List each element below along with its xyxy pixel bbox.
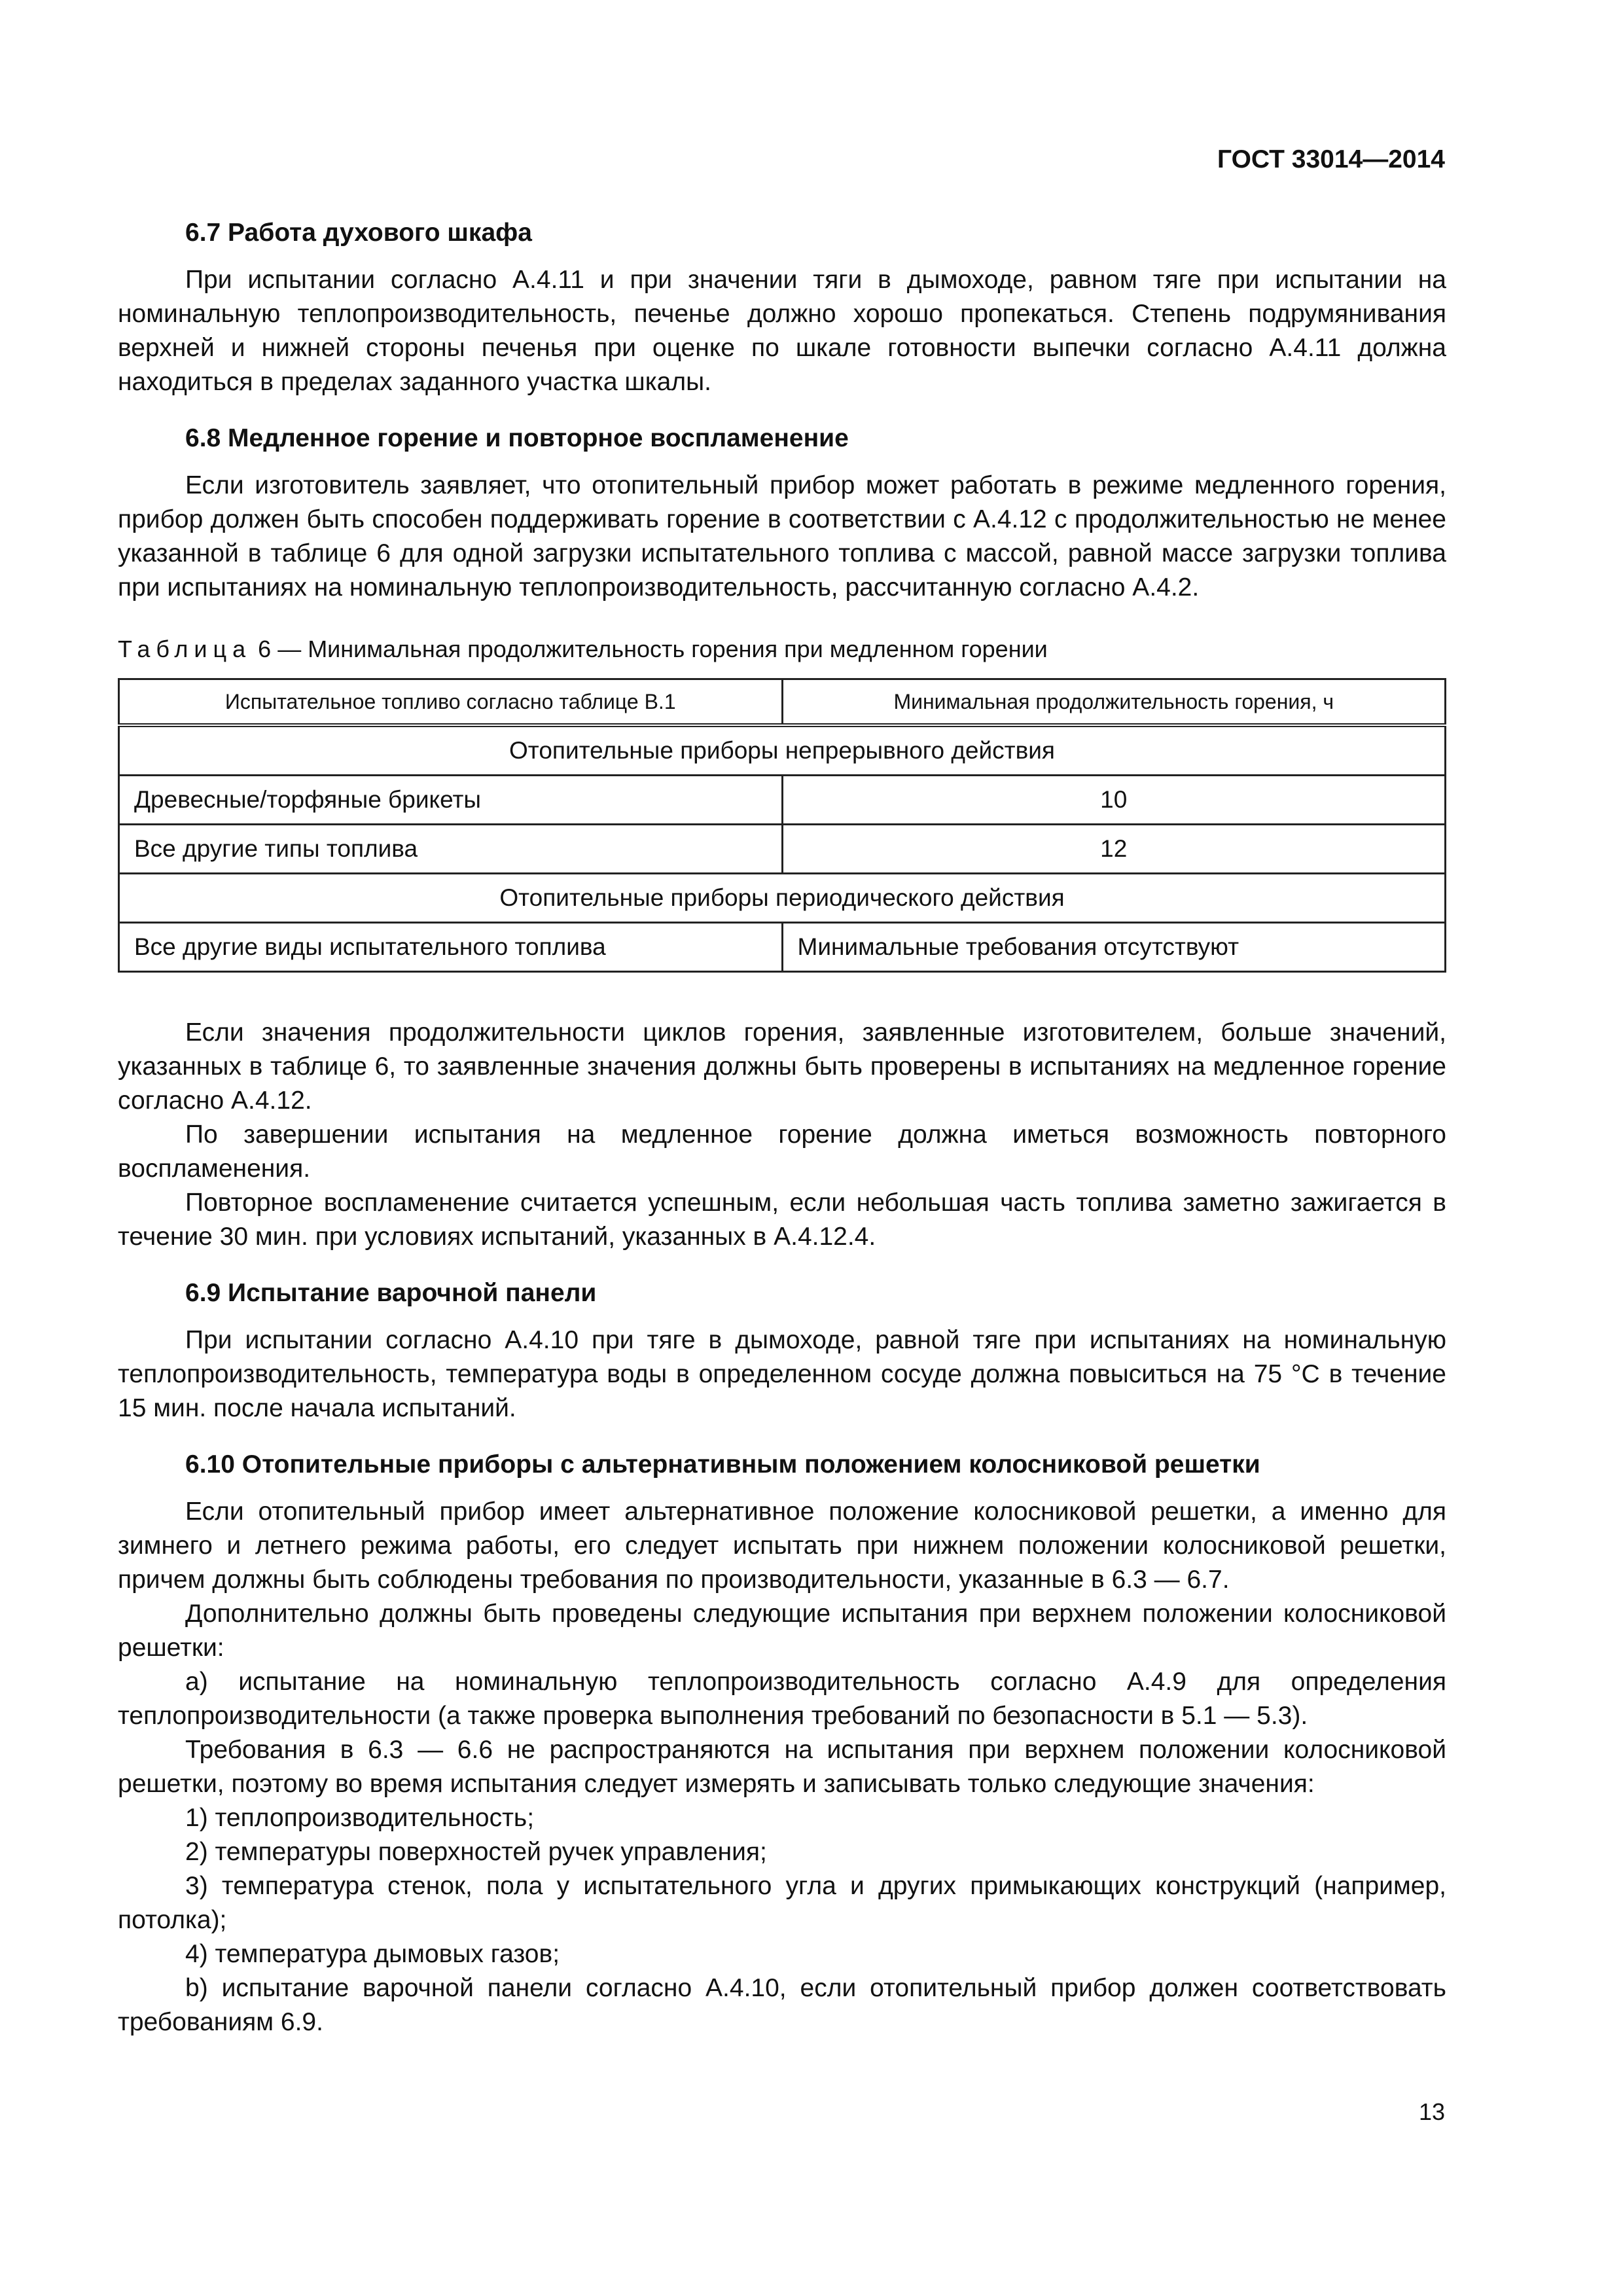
row-fuel-cell: Все другие виды испытательного топлива [119, 923, 783, 972]
row-fuel-cell: Все другие типы топлива [119, 825, 783, 874]
column-header-fuel: Испытательное топливо согласно таблице В.1 [119, 679, 783, 726]
section-6-9-title: 6.9 Испытание варочной панели [185, 1279, 597, 1307]
section-6-9-paragraph: При испытании согласно А.4.10 при тяге в дымоходе, равной тяге при испытаниях на номинальную теплопроизводительность, температура воды в определенном сосуде должна повыситься на 75 °С в течение 15 мин. после начала испытаний. [118, 1326, 1446, 1422]
section-6-8-paragraph-4: Повторное воспламенение считается успешным, если небольшая часть топлива заметно зажигается в течение 30 мин. при условиях испытаний, указанных в А.4.12.4. [118, 1189, 1446, 1251]
column-header-duration: Минимальная продолжительность горения, ч [782, 679, 1446, 726]
section-6-10-paragraph-3: Требования в 6.3 — 6.6 не распространяются на испытания при верхнем положении колосниковой решетки, поэтому во время испытания следует измерять и записывать только следующие значения: [118, 1736, 1446, 1798]
table-6 [118, 678, 1446, 973]
list-item-2: 2) температуры поверхностей ручек управления; [185, 1838, 767, 1866]
section-6-10-paragraph-1: Если отопительный прибор имеет альтернативное положение колосниковой решетки, а именно для зимнего и летнего режима работы, его следует испытать при нижнем положении колосниковой решетки, причем должны быть соблюдены требования по производительности, указанные в 6.3 — 6.7. [118, 1498, 1446, 1594]
list-item-4: 4) температура дымовых газов; [185, 1940, 560, 1968]
table-row [119, 825, 1446, 874]
table-6-caption-text: 6 — Минимальная продолжительность горения при медленном горении [258, 636, 1048, 662]
section-6-8-title: 6.8 Медленное горение и повторное воспламенение [185, 424, 849, 452]
section-6-10-paragraph-2: Дополнительно должны быть проведены следующие испытания при верхнем положении колосниковой решетки: [118, 1600, 1446, 1662]
table-6-caption [118, 632, 1446, 666]
table-group-row [119, 725, 1446, 776]
section-6-8-paragraph-1: Если изготовитель заявляет, что отопительный прибор может работать в режиме медленного горения, прибор должен быть способен поддерживать горение в соответствии с А.4.12 с продолжительностью не менее указанной в таблице 6 для одной загрузки испытательного топлива с массой, равной массе загрузки топлива при испытаниях на номинальную теплопроизводительность, рассчитанную согласно А.4.2. [118, 471, 1446, 601]
list-item-b: b) испытание варочной панели согласно А.4.10, если отопительный прибор должен соответствовать требованиям 6.9. [118, 1974, 1446, 2036]
list-item-a: а) испытание на номинальную теплопроизводительность согласно А.4.9 для определения теплопроизводительности (а также проверка выполнения требований по безопасности в 5.1 — 5.3). [118, 1668, 1446, 1730]
group-periodic: Отопительные приборы периодического действия [119, 874, 1446, 923]
row-duration-cell: Минимальные требования отсутствуют [782, 923, 1446, 972]
table-header-row [119, 679, 1446, 726]
list-item-1: 1) теплопроизводительность; [185, 1804, 535, 1832]
table-6-caption-label: Таблица [118, 636, 252, 662]
group-continuous: Отопительные приборы непрерывного действия [119, 725, 1446, 776]
section-6-7-title: 6.7 Работа духового шкафа [185, 219, 532, 247]
row-fuel-cell: Древесные/торфяные брикеты [119, 776, 783, 825]
standard-code: ГОСТ 33014—2014 [1217, 145, 1445, 173]
row-duration-cell: 10 [782, 776, 1446, 825]
table-row [119, 776, 1446, 825]
table-group-row [119, 874, 1446, 923]
section-6-7-paragraph: При испытании согласно А.4.11 и при значении тяги в дымоходе, равном тяге при испытании на номинальную теплопроизводительность, печенье должно хорошо пропекаться. Степень подрумянивания верхней и нижней стороны печенья при оценке по шкале готовности выпечки согласно А.4.11 должна находиться в пределах заданного участка шкалы. [118, 266, 1446, 396]
section-6-10-title: 6.10 Отопительные приборы с альтернативным положением колосниковой решетки [185, 1450, 1260, 1479]
list-item-3: 3) температура стенок, пола у испытательного угла и других примыкающих конструкций (например, потолка); [118, 1872, 1446, 1934]
table-row [119, 923, 1446, 972]
document-body [118, 216, 1446, 2039]
section-6-8-paragraph-3: По завершении испытания на медленное горение должна иметься возможность повторного воспламенения. [118, 1121, 1446, 1183]
page-number: 13 [1418, 2098, 1445, 2125]
row-duration-cell: 12 [782, 825, 1446, 874]
section-6-8-paragraph-2: Если значения продолжительности циклов горения, заявленные изготовителем, больше значений, указанных в таблице 6, то заявленные значения должны быть проверены в испытаниях на медленное горение согласно А.4.12. [118, 1018, 1446, 1115]
